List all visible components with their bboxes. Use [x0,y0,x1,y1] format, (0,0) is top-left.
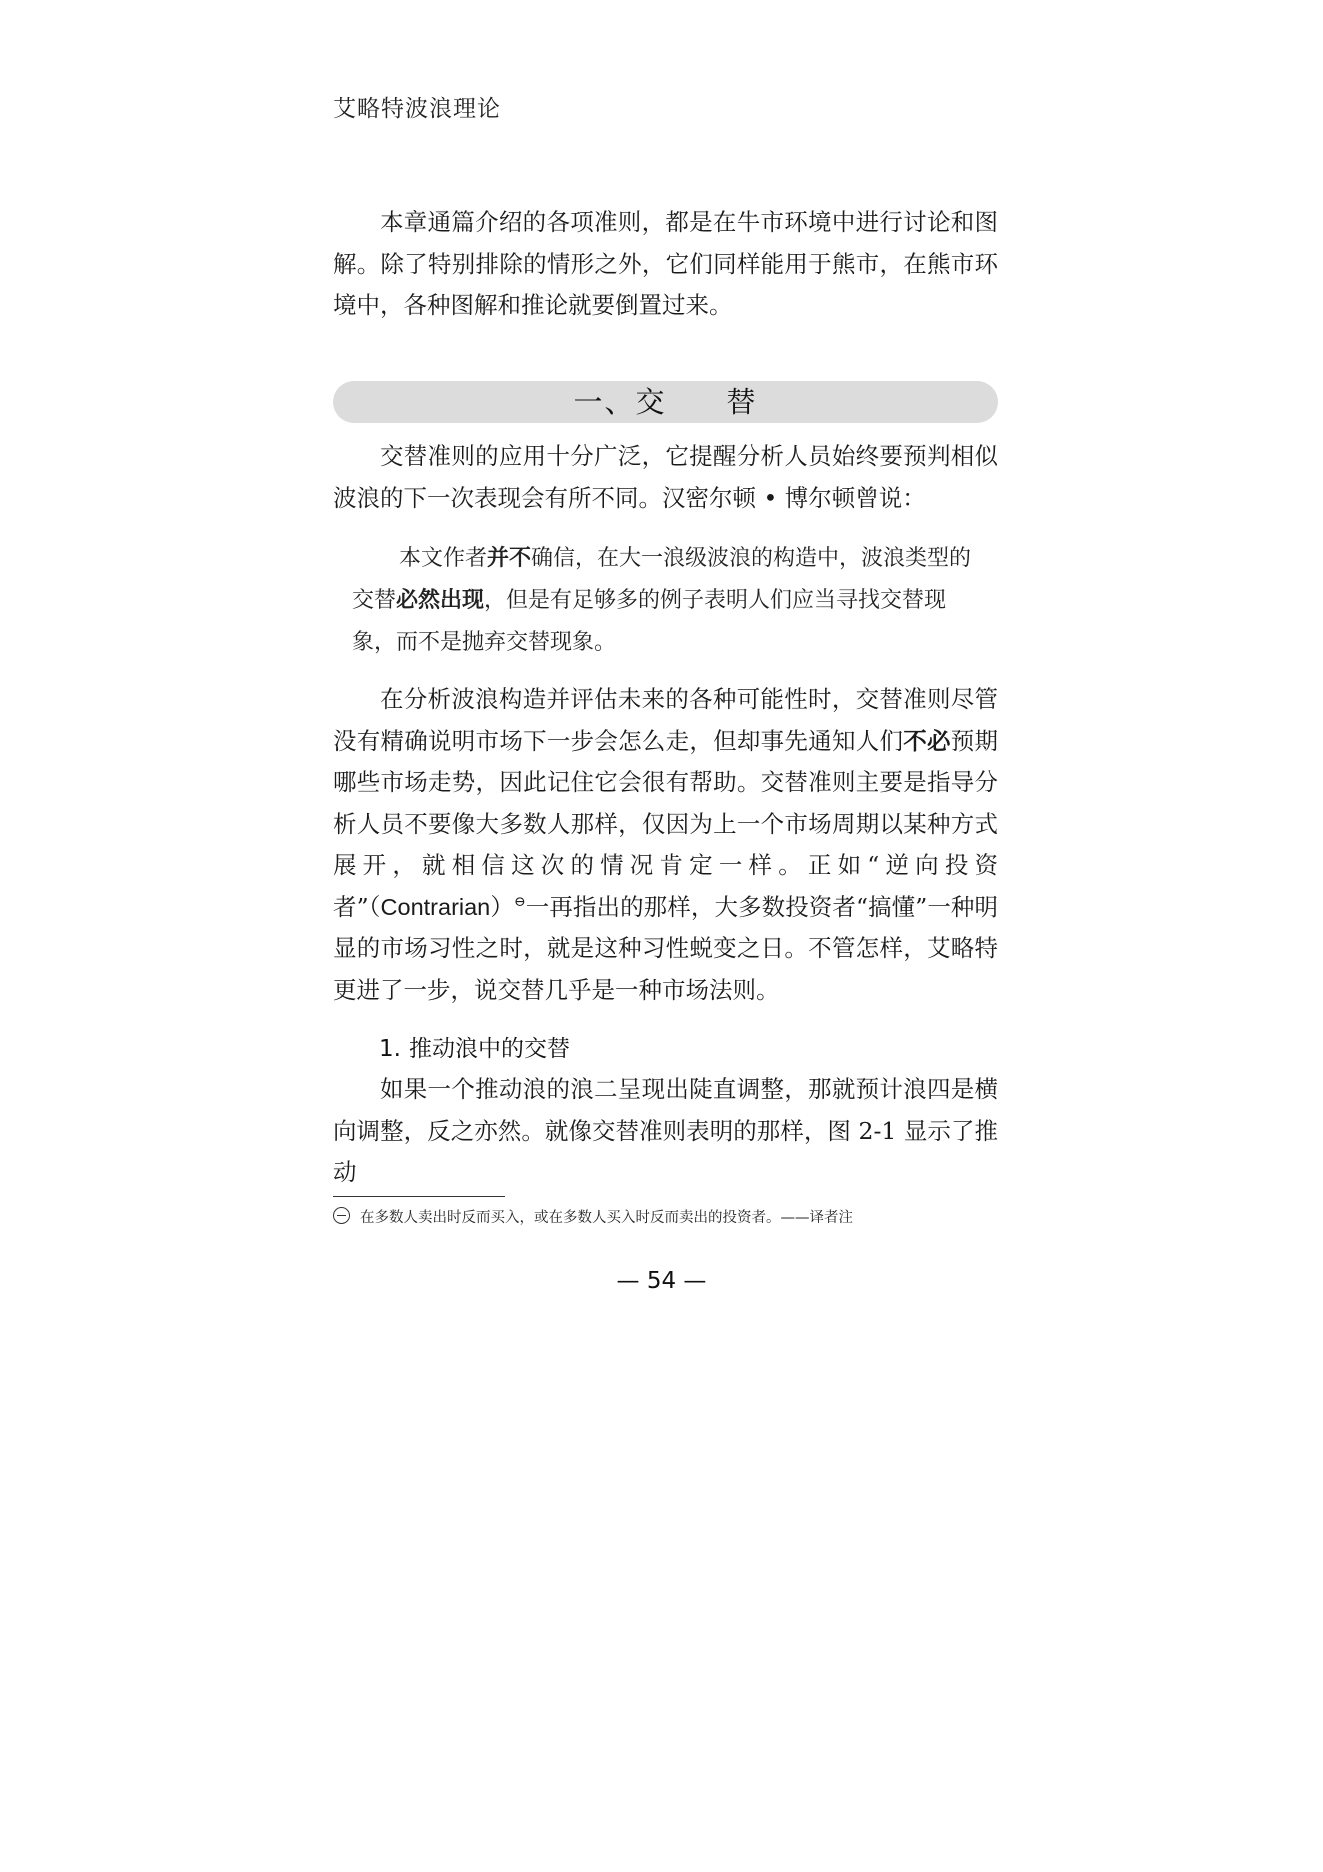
quote-text-3: ，但是有足够多的例子表明人们应当寻找交替现象，而不是抛弃交替现象。 [352,588,947,655]
section-title-part1: 一、交 [573,385,667,419]
circled-minus-icon [333,1207,350,1224]
p3-text-4: 一再指出的那样，大多数投资者“搞懂”一种明显的市场习性之时，就是这种习性蜕变之日。不管怎样，艾略特更进了一步，说交替几乎是一种市场法则。 [333,892,999,1004]
subheading-number: 1. [379,1036,401,1062]
section-title [333,381,998,423]
paragraph-impulse-alternation: 如果一个推动浪的浪二呈现出陡直调整，那就预计浪四是横向调整，反之亦然。就像交替准则表明的那样，图 2-1 显示了推动 [333,1075,998,1186]
intro-paragraph: 本章通篇介绍的各项准则，都是在牛市环境中进行讨论和图解。除了特别排除的情形之外，它们同样能用于熊市，在熊市环境中，各种图解和推论就要倒置过来。 [333,208,998,319]
footnote-divider [333,1196,505,1197]
p3-text-1: 在分析波浪构造并评估未来的各种可能性时，交替准则尽管没有精确说明市场下一步会怎么走，但却事先通知人们 [333,685,998,755]
quote-text-1: 本文作者 [399,546,488,571]
footnote-reference-mark[interactable]: ⊖ [513,893,526,910]
p3-emphasis: 不必 [903,726,951,755]
running-head: 艾略特波浪理论 [333,96,501,122]
paragraph-alternation-usage [333,679,998,1011]
p3-text-3: ） [490,892,514,921]
p3-text-2: 预期哪些市场走势，因此记住它会很有帮助。交替准则主要是指导分析人员不要像大多数人那样，仅因为上一个市场周期以某种方式展开，就相信这次的情况肯定一样。正如“逆向投资者”（ [333,726,999,921]
quote-text-2: 确信，在大一浪级波浪的构造中，波浪类型的交替 [352,546,972,613]
section-heading-bar [333,381,998,423]
page-number: — 54 — [616,1268,707,1294]
footnote-text: 在多数人卖出时反而买入，或在多数人买入时反而卖出的投资者。——译者注 [360,1210,853,1226]
block-quote [352,538,982,664]
footnote [333,1206,853,1230]
subheading [379,1029,570,1069]
subheading-title: 推动浪中的交替 [408,1036,570,1062]
quote-emphasis-1: 并不 [487,546,532,571]
quote-emphasis-2: 必然出现 [396,588,485,613]
p3-contrarian: Contrarian [380,893,491,920]
section-title-part2: 替 [726,385,758,419]
paragraph-alternation-intro: 交替准则的应用十分广泛，它提醒分析人员始终要预判相似波浪的下一次表现会有所不同。汉密尔顿 • 博尔顿曾说： [333,442,998,512]
